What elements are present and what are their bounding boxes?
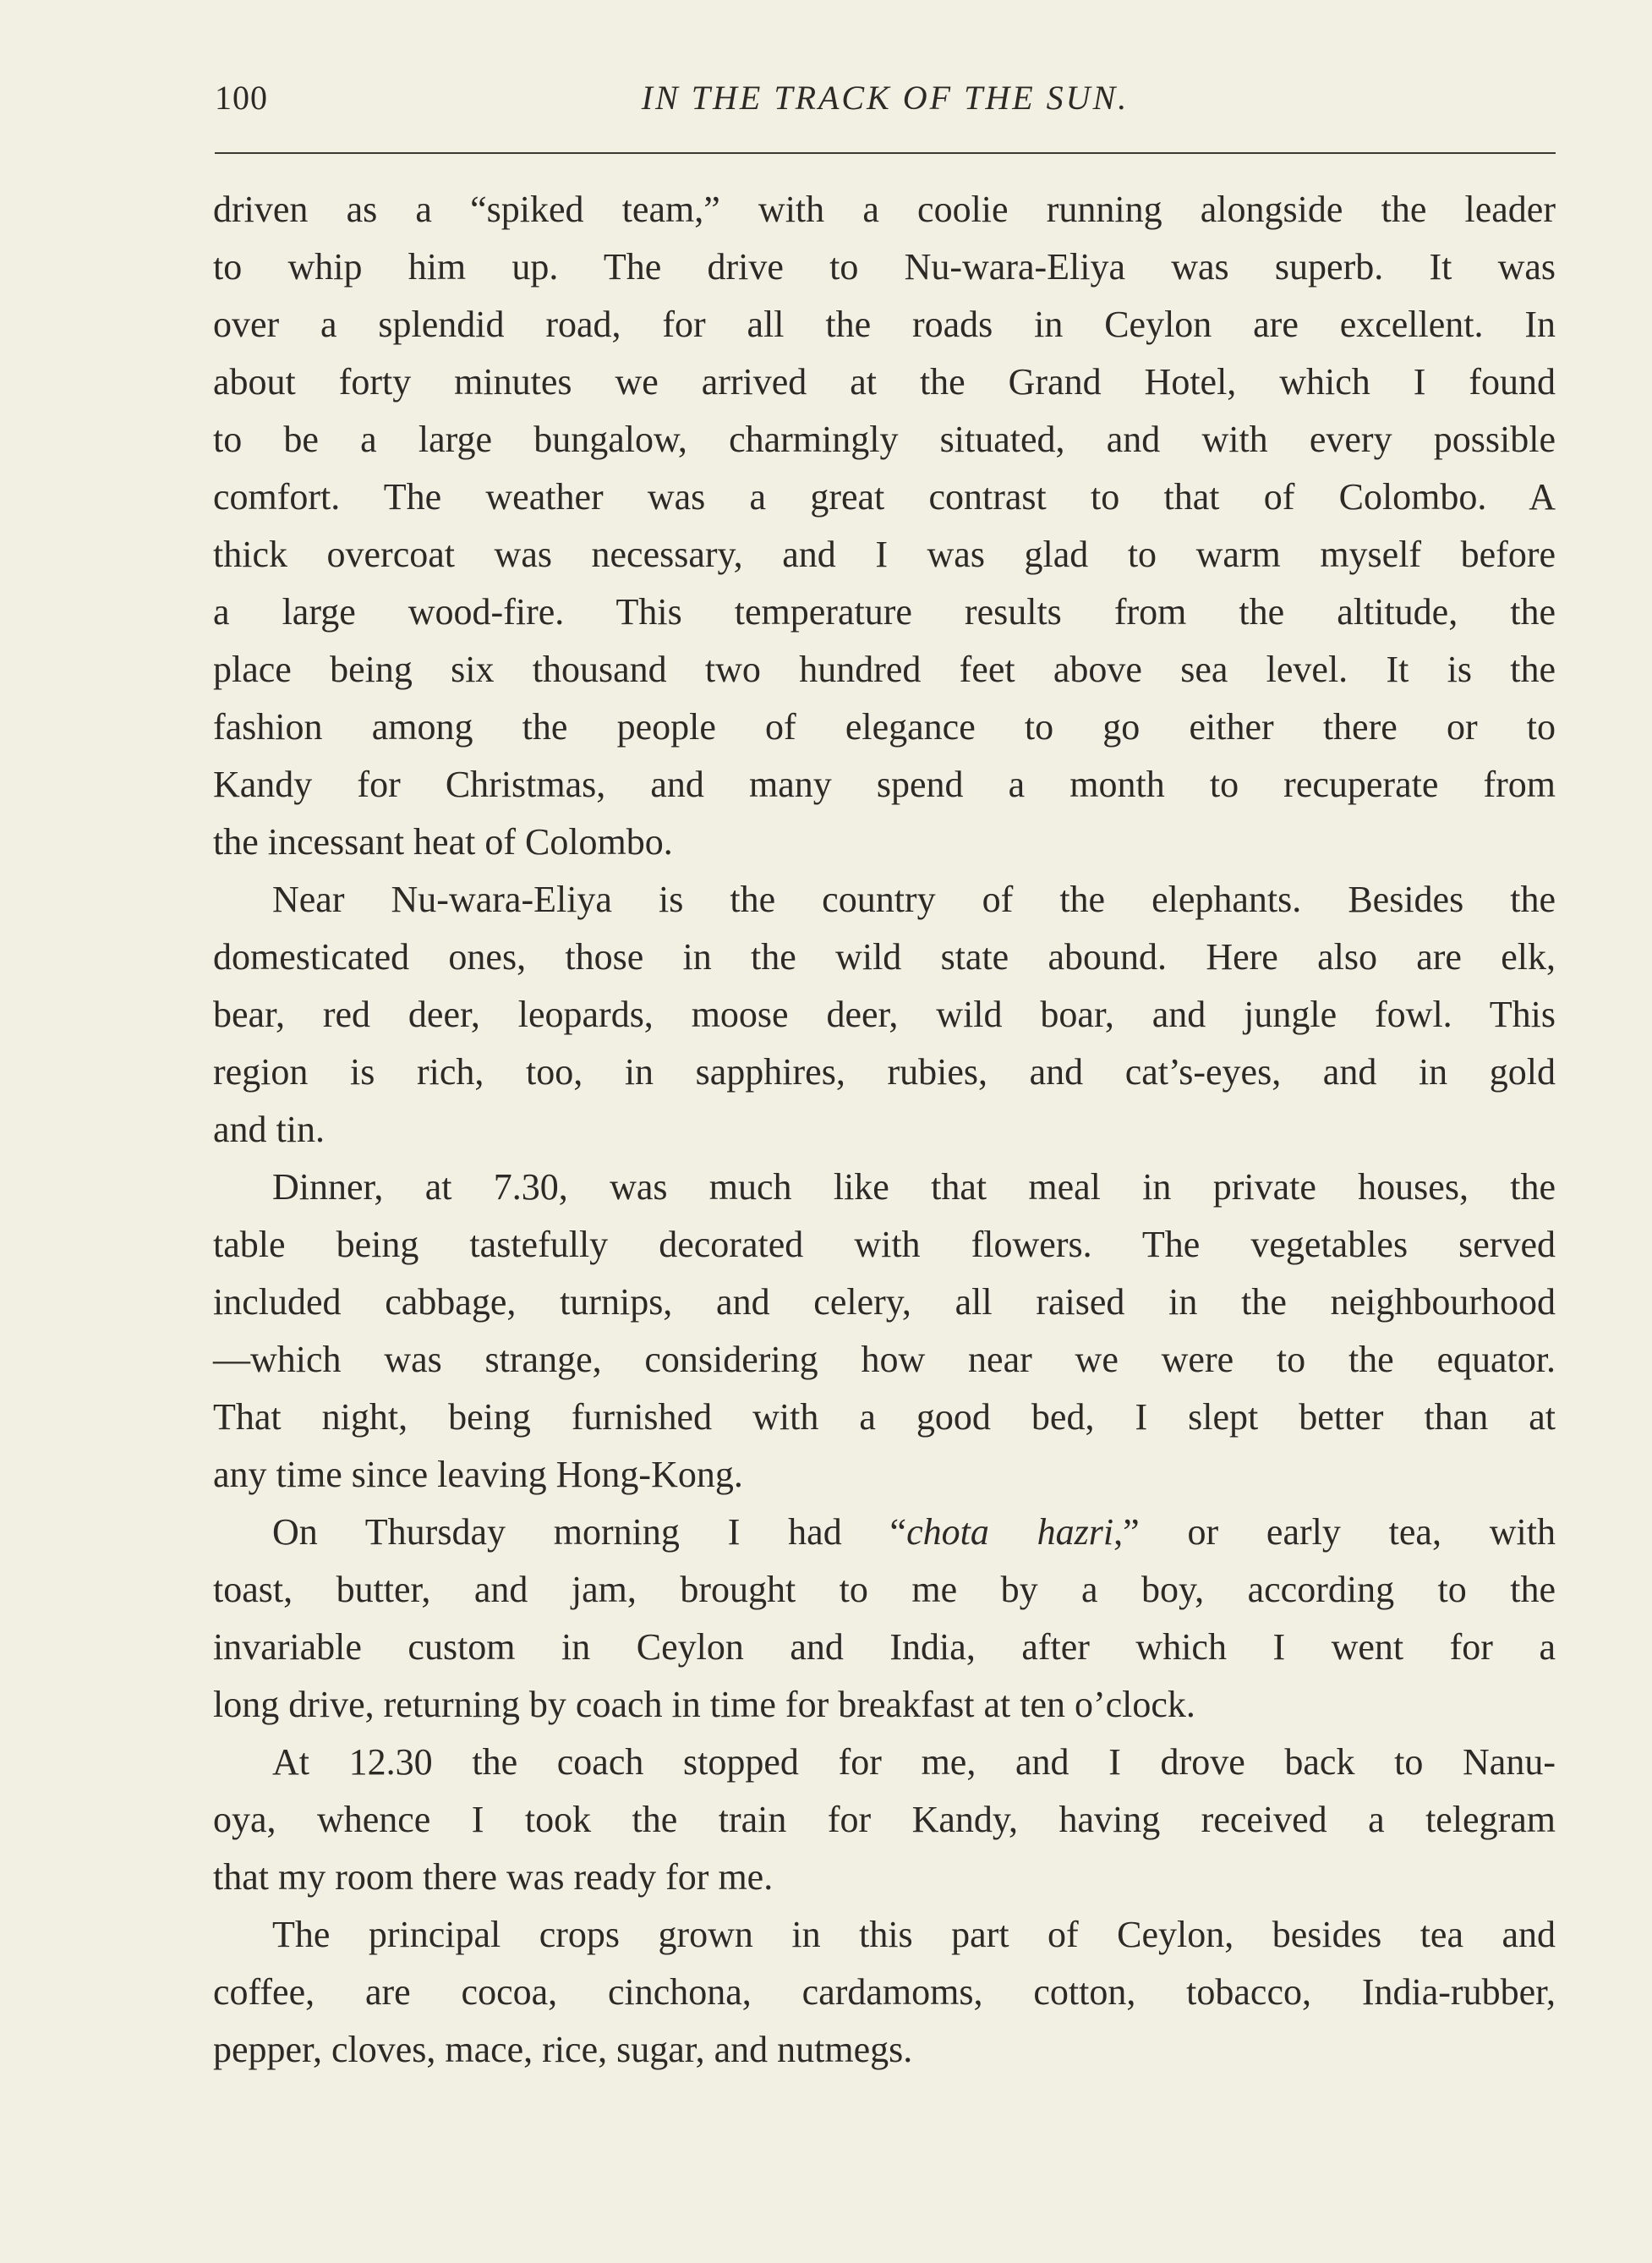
text-line: invariable custom in Ceylon and India, after which I went for a [213, 1626, 1556, 1668]
page-number: 100 [215, 79, 268, 117]
text-line: to whip him up. The drive to Nu-wara-Eliya was superb. It was [213, 246, 1556, 288]
text-line: Kandy for Christmas, and many spend a month to recuperate from [213, 764, 1556, 805]
text-line: any time since leaving Hong-Kong. [213, 1454, 743, 1495]
text-line: Dinner, at 7.30, was much like that meal in private houses, the [272, 1166, 1556, 1208]
text-line: that my room there was ready for me. [213, 1856, 774, 1898]
text-line: included cabbage, turnips, and celery, all raised in the neighbourhood [213, 1281, 1556, 1323]
text-line: Near Nu-wara-Eliya is the country of the elephants. Besides the [272, 879, 1556, 920]
text-line: long drive, returning by coach in time for breakfast at ten o’clock. [213, 1684, 1195, 1725]
running-title: IN THE TRACK OF THE SUN. [641, 79, 1130, 117]
text-line: fashion among the people of elegance to go either there or to [213, 706, 1556, 748]
text-line: coffee, are cocoa, cinchona, cardamoms, cotton, tobacco, India-rubber, [213, 1971, 1556, 2013]
running-head [215, 73, 1556, 123]
text-line: comfort. The weather was a great contrast to that of Colombo. A [213, 476, 1556, 518]
text-line: about forty minutes we arrived at the Grand Hotel, which I found [213, 361, 1556, 403]
text-line: The principal crops grown in this part of Ceylon, besides tea and [272, 1914, 1556, 1955]
italic-phrase: chota hazri [906, 1511, 1114, 1553]
text-line: thick overcoat was necessary, and I was glad to warm myself before [213, 534, 1556, 575]
text-line: At 12.30 the coach stopped for me, and I drove back to Nanu- [272, 1741, 1556, 1783]
text-line: a large wood-fire. This temperature results from the altitude, the [213, 591, 1556, 633]
text-line: and tin. [213, 1109, 325, 1150]
text-line: place being six thousand two hundred feet above sea level. It is the [213, 649, 1556, 690]
header-rule [215, 152, 1556, 154]
text-line: region is rich, too, in sapphires, rubies, and cat’s-eyes, and in gold [213, 1051, 1556, 1093]
text-line: over a splendid road, for all the roads in Ceylon are excellent. In [213, 304, 1556, 345]
text-line: That night, being furnished with a good bed, I slept better than at [213, 1396, 1556, 1438]
text-line: oya, whence I took the train for Kandy, having received a telegram [213, 1799, 1556, 1840]
text-line: domesticated ones, those in the wild state abound. Here also are elk, [213, 936, 1556, 978]
text-line: toast, butter, and jam, brought to me by a boy, according to the [213, 1569, 1556, 1610]
body-text [213, 181, 1556, 2079]
text-line [213, 1504, 1556, 1561]
text-line: the incessant heat of Colombo. [213, 821, 673, 863]
text-line: bear, red deer, leopards, moose deer, wild boar, and jungle fowl. This [213, 994, 1556, 1035]
text-line: —which was strange, considering how near we were to the equator. [213, 1339, 1556, 1380]
text-segment: On Thursday morning I had “ [272, 1511, 907, 1553]
text-segment: ,” or early tea, with [1113, 1511, 1556, 1553]
text-line: driven as a “spiked team,” with a coolie running alongside the leader [213, 189, 1556, 230]
text-line: to be a large bungalow, charmingly situated, and with every possible [213, 419, 1556, 460]
text-line: pepper, cloves, mace, rice, sugar, and nutmegs. [213, 2029, 913, 2070]
text-line: table being tastefully decorated with flowers. The vegetables served [213, 1224, 1556, 1265]
